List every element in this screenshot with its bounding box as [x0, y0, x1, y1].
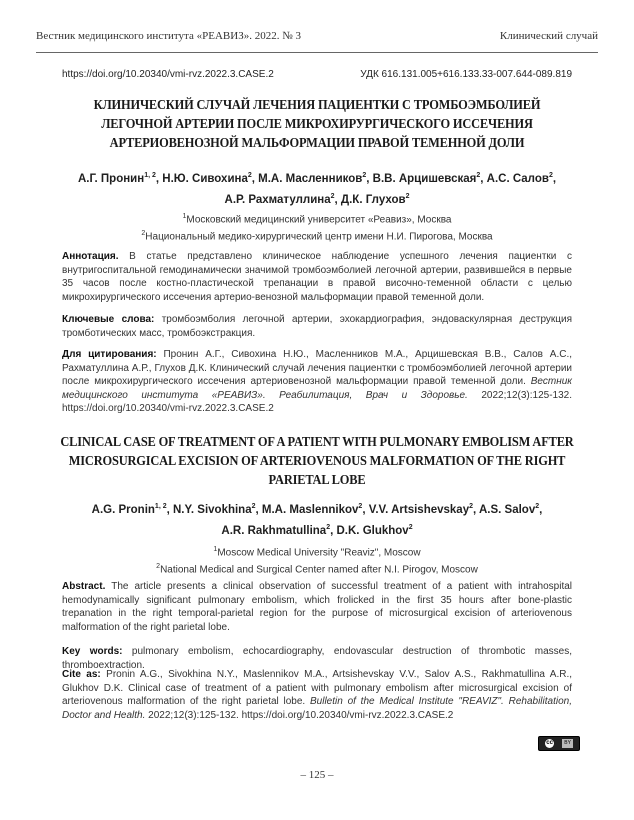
- affiliation: $^1$Московский медицинский университет «Реавиз», Москва: [182, 213, 452, 226]
- author: Д.К. Глухов$^2$: [340, 192, 410, 206]
- keywords-ru: Ключевые слова: тромбоэмболия легочной артерии, эхокардиография, эндоваскулярная деструкция тромботических масс, тромбоэкстракция.: [62, 314, 572, 339]
- author: А.Г. Пронин$^{1, 2}$,: [77, 172, 163, 185]
- affiliation: $^2$Национальный медико-хирургический центр имени Н.И. Пирогова, Москва: [141, 230, 493, 243]
- affiliation: $^2$National Medical and Surgical Center named after N.I. Pirogov, Moscow: [156, 563, 478, 576]
- keywords-en: Key words: pulmonary embolism, echocardiography, endovascular destruction of thrombotic masses, thromboextraction.: [62, 646, 573, 671]
- citation-ru: Для цитирования: Пронин А.Г., Сивохина Н.Ю., Масленников М.А., Арцишевская В.В., Салов А.С., Рахматуллина А.Р., Глухов Д.К. Клинический случай лечения пациентки с тромбоэмболией легочной артерии после микрохирургического иссечения артериовенозной мальформации правой теменной доли. Вестник медицинского института «РЕАВИЗ». Реабилитация, Врач и Здоровье. 2022;12(3):125-132. https://doi.org/10.20340/vmi-rvz.2022.3.CASE.2: [62, 349, 573, 414]
- author: В.В. Арцишевская$^2$,: [372, 172, 487, 185]
- doi-link[interactable]: https://doi.org/10.20340/vmi-rvz.2022.3.CASE.2: [62, 69, 274, 80]
- cc-icon: cc: [546, 740, 553, 746]
- author: A.G. Pronin$^{1, 2}$,: [91, 503, 173, 516]
- author: М.А. Масленников$^2$,: [258, 172, 373, 185]
- cc-by-license-icon[interactable]: [538, 736, 580, 751]
- authors-ru: [40, 167, 594, 209]
- meta-row: [62, 69, 572, 80]
- journal-name: Вестник медицинского института «РЕАВИЗ». 2022. № 3: [36, 30, 301, 42]
- author: M.A. Maslennikov$^2$,: [261, 503, 369, 516]
- author: A.S. Salov$^2$,: [478, 503, 543, 516]
- title-ru: КЛИНИЧЕСКИЙ СЛУЧАЙ ЛЕЧЕНИЯ ПАЦИЕНТКИ С ТРОМБОЭМБОЛИЕЙ ЛЕГОЧНОЙ АРТЕРИИ ПОСЛЕ МИКРОХИРУРГИЧЕСКОГО ИССЕЧЕНИЯ АРТЕРИОВЕНОЗНОЙ МАЛЬФОРМАЦИИ ПРАВОЙ ТЕМЕННОЙ ДОЛИ: [93, 97, 541, 150]
- authors-en: [40, 498, 594, 540]
- author: А.С. Салов$^2$,: [486, 172, 557, 185]
- author: V.V. Artsishevskay$^2$,: [368, 503, 479, 516]
- citation-en: Cite as: Pronin A.G., Sivokhina N.Y., Maslennikov M.A., Artsishevskay V.V., Salov A.S., Rakhmatullina A.R., Glukhov D.K. Clinical case of treatment of a patient with pulmonary embolism after microsurgical excision of arteriovenous malformation of the right parietal lobe. Bulletin of the Medical Institute "REAVIZ". Rehabilitation, Doctor and Health. 2022;12(3):125-132. https://doi.org/10.20340/vmi-rvz.2022.3.CASE.2: [62, 669, 573, 721]
- page-number: – 125 –: [300, 769, 334, 781]
- by-icon: BY: [564, 740, 571, 746]
- udk-code: УДК 616.131.005+616.133.33-007.644-089.819: [360, 69, 572, 80]
- author: Н.Ю. Сивохина$^2$,: [162, 172, 259, 185]
- author: N.Y. Sivokhina$^2$,: [173, 503, 262, 516]
- affiliations-ru: [40, 210, 594, 245]
- running-header: [36, 30, 598, 53]
- abstract-ru: Аннотация. В статье представлено клиническое наблюдение успешного лечения пациентки с внутригоспитальной гемодинамически значимой тромбоэмболией легочной артерии, развившейся в первые 35 часов после костно-пластической трепанации в правой височно-теменной области с целью микрохирургического иссечения артерио-венозной мальформации правой теменной доли.: [62, 251, 572, 303]
- affiliation: $^1$Moscow Medical University "Reaviz", Moscow: [213, 546, 421, 559]
- title-en: CLINICAL CASE OF TREATMENT OF A PATIENT WITH PULMONARY EMBOLISM AFTER MICROSURGICAL EXCISION OF ARTERIOVENOUS MALFORMATION OF THE RIGHT PARIETAL LOBE: [60, 434, 574, 487]
- author: А.Р. Рахматуллина$^2$,: [224, 192, 341, 206]
- section-name: Клинический случай: [499, 30, 598, 42]
- author: D.K. Glukhov$^2$: [336, 523, 413, 537]
- affiliations-en: [40, 543, 594, 578]
- author: A.R. Rakhmatullina$^2$,: [221, 523, 337, 537]
- abstract-en: Abstract. The article presents a clinical observation of successful treatment of a patient with intrahospital hemodynamically significant pulmonary embolism, which frolicked in the first 35 hours after bone-plastic trepanation in the right temporal-parietal region for the purpose of microsurgical excision of arteriovenous malformation of the right parietal lobe.: [62, 581, 572, 633]
